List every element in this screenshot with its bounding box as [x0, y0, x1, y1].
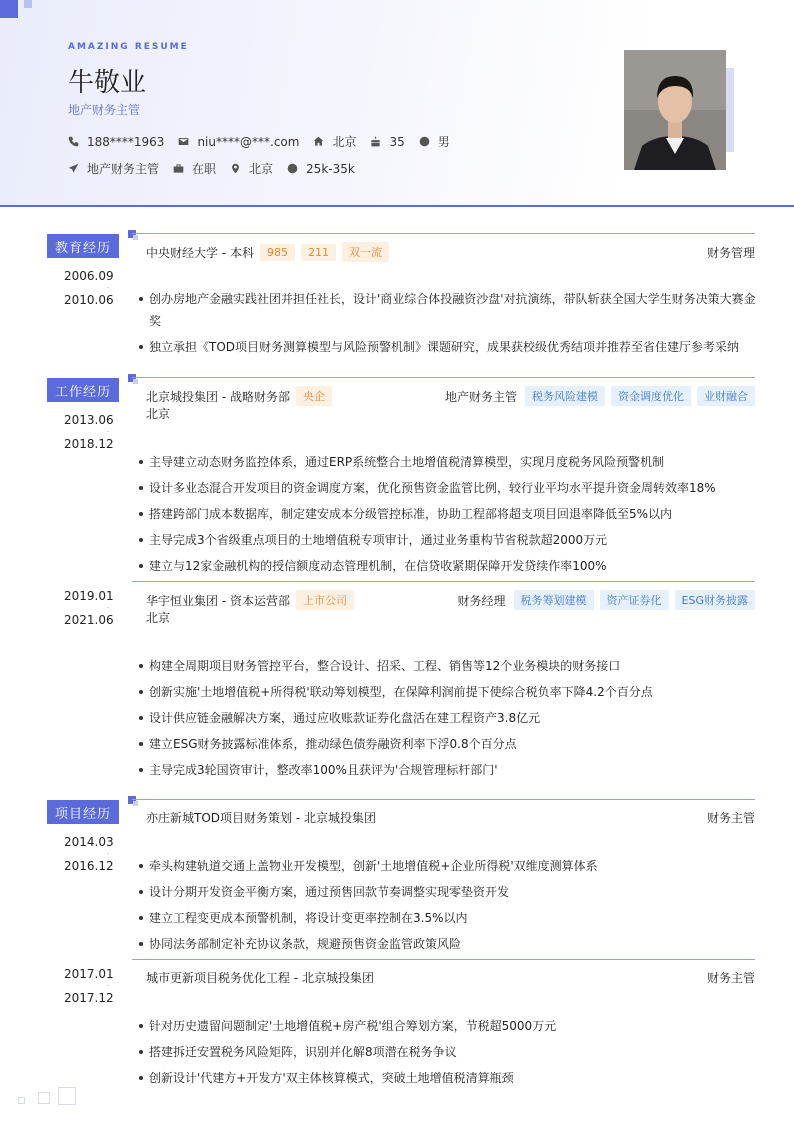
section-work-label: 工作经历 [47, 378, 119, 402]
list-item: 主导完成3轮国资审计，整改率100%且获评为'合规管理标杆部门' [136, 759, 756, 781]
project-1-title: 亦庄新城TOD项目财务策划 - 北京城投集团 [146, 811, 376, 825]
section-marker [128, 796, 136, 804]
date-start: 2014.03 [64, 835, 114, 849]
target-role: 地产财务主管 [87, 162, 160, 176]
entry-divider [132, 959, 755, 960]
age: 35 [389, 134, 405, 149]
list-item: 针对历史遗留问题制定'土地增值税+房产税'组合筹划方案，节税超5000万元 [136, 1015, 756, 1037]
date-start: 2013.06 [64, 413, 114, 427]
list-item: 搭建拆迁安置税务风险矩阵，识别并化解8项潜在税务争议 [136, 1041, 756, 1063]
phone-number: 188****1963 [87, 134, 165, 149]
date-end: 2018.12 [64, 437, 114, 451]
target-city-item [230, 160, 273, 177]
job-1-location: 北京 [146, 407, 171, 421]
date-end: 2021.06 [64, 613, 114, 627]
send-icon [68, 163, 79, 174]
list-item: 创新实施'土地增值税+所得税'联动筹划模型，在保障利润前提下使综合税负率下降4.2个百分点 [136, 681, 756, 703]
list-item: 设计供应链金融解决方案，通过应收账款证券化盘活在建工程资产3.8亿元 [136, 707, 756, 729]
footer-decoration [38, 1092, 50, 1104]
skill-tag: 资金调度优化 [611, 386, 691, 406]
job-1-company [146, 386, 332, 406]
money-icon [287, 163, 298, 174]
section-divider [132, 799, 755, 800]
job-2-bullets [136, 655, 756, 785]
gender: 男 [437, 135, 450, 149]
target-city: 北京 [249, 162, 274, 176]
project-2-bullets [136, 1015, 756, 1093]
target-role-item [68, 160, 159, 177]
section-divider [132, 233, 755, 234]
job-2-role [458, 590, 755, 610]
list-item: 牵头构建轨道交通上盖物业开发模型，创新'土地增值税+企业所得税'双维度测算体系 [136, 855, 756, 877]
education-dates: 2006.09 - 2010.06 [64, 264, 112, 312]
project-2-title: 城市更新项目税务优化工程 - 北京城投集团 [146, 971, 374, 985]
contact-row [68, 133, 464, 150]
email-item [178, 135, 299, 149]
briefcase-icon [173, 163, 184, 174]
footer-decoration [18, 1097, 25, 1104]
list-item: 搭建跨部门成本数据库，制定建安成本分级管控标准，协助工程部将超支项目回退率降低至5%以内 [136, 503, 756, 525]
city-item [313, 133, 356, 150]
date-start: 2006.09 [64, 269, 114, 283]
job-role: 财务经理 [457, 593, 506, 608]
school-name: 中央财经大学 - 本科 [146, 245, 254, 260]
resume-header [0, 0, 794, 207]
list-item: 设计多业态混合开发项目的资金调度方案，优化预售资金监管比例，较行业平均水平提升资金周转效率18% [136, 477, 756, 499]
intention-row [68, 160, 369, 177]
company-type-badge: 上市公司 [296, 590, 354, 610]
job-role: 地产财务主管 [444, 389, 517, 404]
job-status: 在职 [192, 162, 217, 176]
skill-tag: 税务筹划建模 [514, 590, 594, 610]
badge-211: 211 [301, 244, 336, 261]
section-projects-label: 项目经历 [47, 800, 119, 824]
corner-decoration [0, 0, 18, 18]
candidate-title: 地产财务主管 [68, 103, 141, 117]
list-item: 建立ESG财务披露标准体系，推动绿色债券融资利率下浮0.8个百分点 [136, 733, 756, 755]
section-marker [128, 230, 136, 238]
date-start: 2019.01 [64, 589, 114, 603]
candidate-photo [624, 50, 726, 170]
project-2-dates: 2017.01 - 2017.12 [64, 962, 112, 1010]
list-item: 设计分期开发资金平衡方案，通过预售回款节奏调整实现零垫资开发 [136, 881, 756, 903]
job-1-dates: 2013.06 - 2018.12 [64, 408, 112, 456]
list-item: 主导完成3个省级重点项目的土地增值税专项审计，通过业务重构节省税款超2000万元 [136, 529, 756, 551]
date-start: 2017.01 [64, 967, 114, 981]
job-2-location: 北京 [146, 611, 171, 625]
city: 北京 [332, 135, 357, 149]
badge-985: 985 [260, 244, 295, 261]
list-item: 独立承担《TOD项目财务测算模型与风险预警机制》课题研究，成果获校级优秀结项并推荐至省住建厅参考采纳 [136, 336, 756, 358]
project-2-role: 财务主管 [706, 971, 755, 985]
location-pin-icon [230, 163, 241, 174]
list-item: 创新设计'代建方+开发方'双主体核算模式，突破土地增值税清算瓶颈 [136, 1067, 756, 1089]
section-marker [128, 374, 136, 382]
education-major: 财务管理 [706, 246, 755, 260]
job-2-company [146, 590, 354, 610]
date-end: 2017.12 [64, 991, 114, 1005]
gender-item [419, 133, 450, 150]
skill-tag: ESG财务披露 [675, 590, 755, 610]
project-1-bullets [136, 855, 756, 959]
section-education-label: 教育经历 [47, 234, 119, 258]
skill-tag: 资产证券化 [600, 590, 669, 610]
list-item: 主导建立动态财务监控体系，通过ERP系统整合土地增值税清算模型，实现月度税务风险预警机制 [136, 451, 756, 473]
age-item [370, 135, 404, 149]
job-1-bullets [136, 451, 756, 581]
list-item: 协同法务部制定补充协议条款，规避预售资金监管政策风险 [136, 933, 756, 955]
mail-icon [178, 136, 189, 147]
cake-icon [370, 136, 381, 147]
candidate-name: 牛敬业 [68, 68, 147, 98]
project-1-dates: 2014.03 - 2016.12 [64, 830, 112, 878]
gender-icon [419, 136, 430, 147]
salary: 25k-35k [306, 161, 355, 176]
list-item: 建立工程变更成本预警机制，将设计变更率控制在3.5%以内 [136, 907, 756, 929]
home-icon [313, 136, 324, 147]
company-name: 北京城投集团 - 战略财务部 [146, 389, 290, 404]
tag-line: AMAZING RESUME [68, 42, 189, 52]
corner-decoration-small [24, 0, 32, 8]
list-item: 构建全周期项目财务管控平台，整合设计、招采、工程、销售等12个业务模块的财务接口 [136, 655, 756, 677]
status-item [173, 160, 216, 177]
salary-item [287, 162, 355, 176]
email-address: niu****@***.com [197, 134, 300, 149]
education-school [146, 242, 389, 262]
badge-double-first-class: 双一流 [342, 242, 389, 262]
list-item: 创办房地产金融实践社团并担任社长，设计'商业综合体投融资沙盘'对抗演练，带队斩获全国大学生财务决策大赛金奖 [136, 288, 756, 332]
footer-decoration [58, 1087, 76, 1105]
education-bullets [136, 288, 756, 362]
section-divider [132, 377, 755, 378]
date-end: 2016.12 [64, 859, 114, 873]
phone-icon [68, 136, 79, 147]
skill-tag: 业财融合 [697, 386, 755, 406]
date-end: 2010.06 [64, 293, 114, 307]
company-name: 华宇恒业集团 - 资本运营部 [146, 593, 290, 608]
company-type-badge: 央企 [296, 386, 332, 406]
project-1-role: 财务主管 [706, 811, 755, 825]
job-1-role [445, 386, 755, 406]
phone-item [68, 135, 164, 149]
entry-divider [132, 581, 755, 582]
job-2-dates: 2019.01 - 2021.06 [64, 584, 112, 632]
skill-tag: 税务风险建模 [525, 386, 605, 406]
list-item: 建立与12家金融机构的授信额度动态管理机制，在信贷收紧期保障开发贷续作率100% [136, 555, 756, 577]
